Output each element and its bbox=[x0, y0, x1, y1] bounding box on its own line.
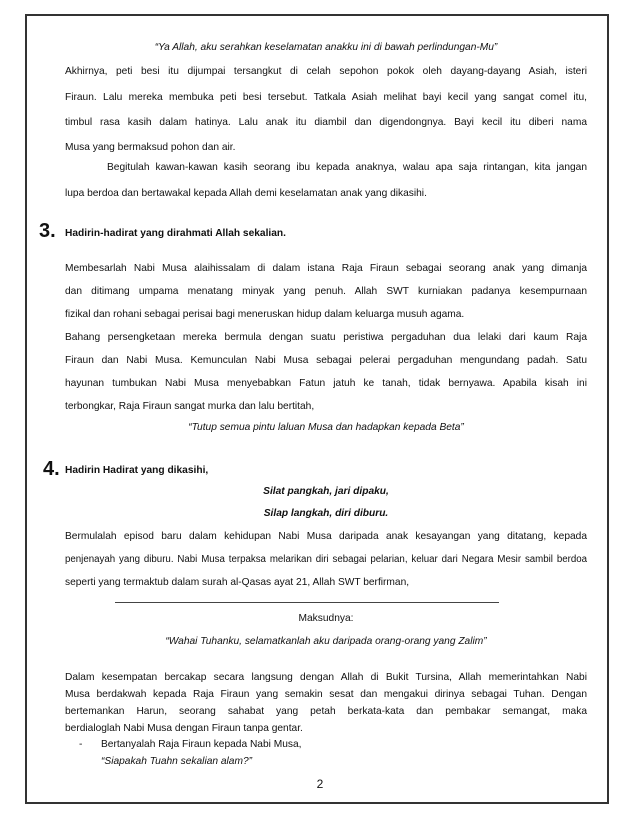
arabic-verse-placeholder-line bbox=[115, 602, 499, 603]
body-line: bertemankan Harun, seorang sahabat yang petah berkata-kata dan pembakar semangat, maka bbox=[65, 706, 587, 717]
body-line: Firaun dan Nabi Musa. Kemunculan Nabi Musa sebagai pelerai pergaduhan mengundang padah. Satu bbox=[65, 355, 587, 366]
body-line: berdialoglah Nabi Musa dengan Firaun tanpa gentar. bbox=[65, 723, 303, 734]
prayer-translation-quote: “Wahai Tuhanku, selamatkanlah aku daripada orang-orang yang Zalim” bbox=[165, 636, 487, 647]
body-line: Membesarlah Nabi Musa alaihissalam di dalam istana Raja Firaun sebagai seorang anak yang dimanja bbox=[65, 263, 587, 274]
body-line: Musa berdakwah kepada Raja Firaun yang semakin sesat dan mengakui dirinya sebagai Tuhan. Dengan bbox=[65, 689, 587, 700]
opening-prayer-quote: “Ya Allah, aku serahkan keselamatan anakku ini di bawah perlindungan-Mu” bbox=[154, 42, 498, 53]
body-line: Dalam kesempatan bercakap secara langsung dengan Allah di Bukit Tursina, Allah memerintahkan Nabi bbox=[65, 672, 587, 683]
pantun-verse-2: Silap langkah, diri diburu. bbox=[263, 508, 389, 519]
body-line: seperti yang termaktub dalam surah al-Qasas ayat 21, Allah SWT berfirman, bbox=[65, 577, 410, 588]
body-line: hayunan tumbukan Nabi Musa menyebabkan Fatun jatuh ke tanah, tidak bernyawa. Apabila kisah ini bbox=[65, 378, 587, 389]
body-line: Bahang persengketaan mereka bermula dengan suatu peristiwa pergaduhan dua lelaki dari kaum Raja bbox=[65, 332, 587, 343]
body-line: fizikal dan rohani sebagai perisai bagi meneruskan hidup dalam keluarga musuh agama. bbox=[65, 309, 465, 320]
body-line: Akhirnya, peti besi itu dijumpai tersangkut di celah sepohon pokok oleh dayang-dayang Asiah, isteri bbox=[65, 66, 587, 77]
bullet-quote: “Siapakah Tuahn sekalian alam?” bbox=[101, 756, 253, 767]
body-line: timbul rasa kasih dalam hatinya. Lalu anak itu diambil dan digendongnya. Bayi kecil itu diberi nama bbox=[65, 117, 587, 128]
body-line: terbongkar, Raja Firaun sangat murka dan lalu bertitah, bbox=[65, 401, 315, 412]
pantun-verse-1: Silat pangkah, jari dipaku, bbox=[263, 486, 389, 497]
body-line: Firaun. Lalu mereka membuka peti besi tersebut. Tatkala Asiah melihat bayi kecil yang sangat comel itu, bbox=[65, 92, 587, 103]
body-line: Musa yang bermaksud pohon dan air. bbox=[65, 142, 236, 153]
body-line: penjenayah yang diburu. Nabi Musa terpaksa melarikan diri sebagai pelarian, keluar dari Negara Mesir sambil berdoa bbox=[65, 554, 587, 565]
maksudnya-label: Maksudnya: bbox=[298, 613, 354, 624]
body-line: dan ditimang umpama menatang minyak yang penuh. Allah SWT kurniakan padanya kesempurnaan bbox=[65, 286, 587, 297]
body-line-indented: Begitulah kawan-kawan kasih seorang ibu kepada anaknya, walau apa saja rintangan, kita jangan bbox=[107, 162, 587, 173]
pharaoh-command-quote: “Tutup semua pintu laluan Musa dan hadapkan kepada Beta” bbox=[188, 422, 464, 433]
section-number-4: 4. bbox=[43, 458, 60, 480]
section-3-heading: Hadirin-hadirat yang dirahmati Allah sekalian. bbox=[65, 228, 286, 239]
section-4-heading: Hadirin Hadirat yang dikasihi, bbox=[65, 465, 209, 476]
body-line: Bermulalah episod baru dalam kehidupan Nabi Musa daripada anak kesayangan yang ditatang, kepada bbox=[65, 531, 587, 542]
section-number-3: 3. bbox=[39, 220, 56, 242]
page-number: 2 bbox=[316, 777, 324, 791]
document-page bbox=[25, 14, 609, 804]
bullet-text: Bertanyalah Raja Firaun kepada Nabi Musa, bbox=[101, 739, 302, 750]
bullet-marker: - bbox=[79, 739, 83, 750]
body-line: lupa berdoa dan bertawakal kepada Allah demi keselamatan anak yang dikasihi. bbox=[65, 188, 427, 199]
